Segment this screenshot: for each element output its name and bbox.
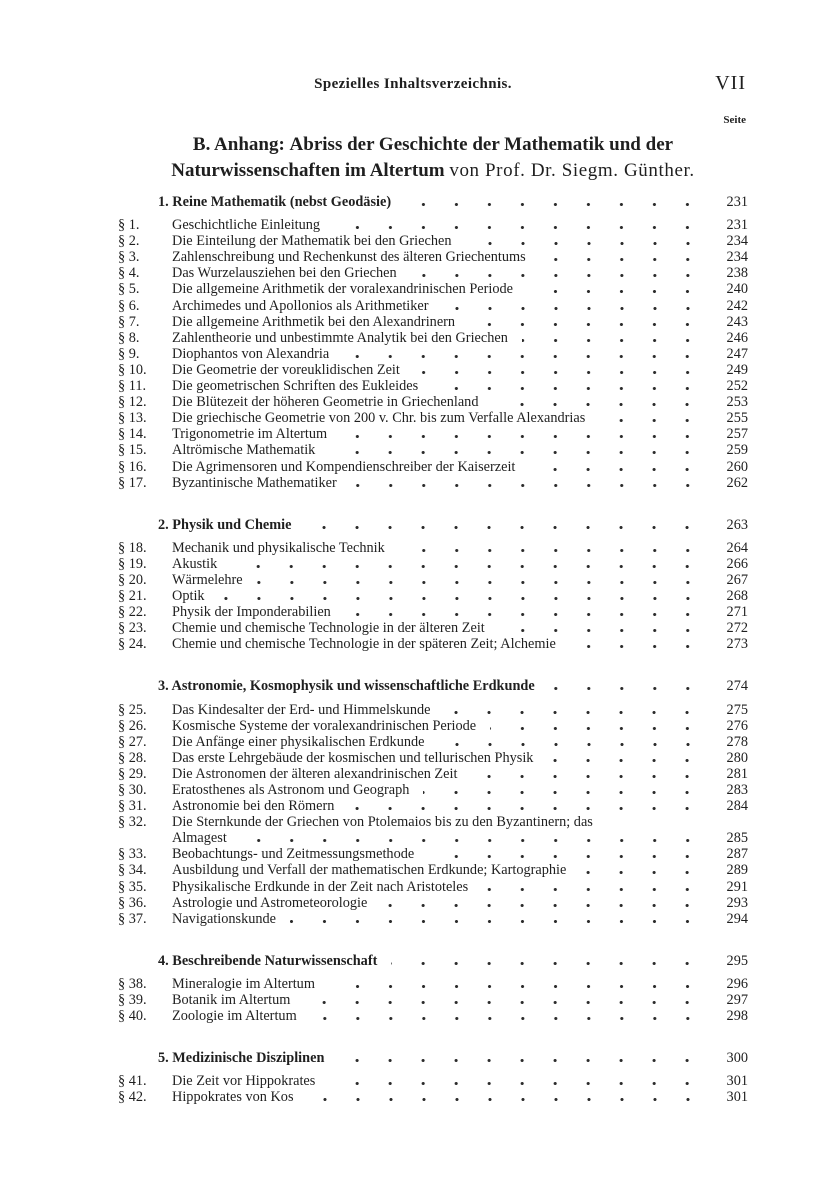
toc-entry-row [118, 992, 748, 1008]
entry-title: Byzantinische Mathematiker [172, 474, 337, 491]
entry-title: Trigonometrie im Altertum [172, 426, 328, 443]
entry-title: Altrömische Mathematik [172, 442, 316, 459]
entry-title: Die Geometrie der voreuklidischen Zeit [172, 361, 400, 378]
entry-title: Chemie und chemische Technologie in der älteren Zeit [172, 620, 485, 637]
dot-leader [305, 526, 704, 529]
dot-leader [351, 484, 704, 487]
entry-page-number: 294 [726, 910, 748, 927]
entry-title: Kosmische Systeme der voralexandrinischen Periode [172, 717, 477, 734]
appendix-title [118, 132, 748, 184]
entry-title: Physik der Imponderabilien [172, 604, 331, 621]
entry-page-number: 247 [726, 345, 748, 362]
toc-entry-row [118, 298, 748, 314]
dot-leader [334, 226, 704, 229]
entry-page-number: 260 [726, 458, 748, 475]
entry-number: § 35. [118, 878, 147, 895]
dot-leader [399, 549, 704, 552]
entry-number: § 34. [118, 862, 147, 879]
dot-leader [547, 759, 704, 762]
entry-number: § 23. [118, 620, 147, 637]
running-head-title: Spezielles Inhaltsverzeichnis. [314, 76, 512, 92]
entry-page-number: 272 [726, 620, 748, 637]
entry-title: Die Anfänge einer physikalischen Erdkunde [172, 733, 425, 750]
entry-number: § 10. [118, 361, 147, 378]
entry-page-number: 252 [726, 378, 748, 395]
entry-title: Archimedes und Apollonios als Arithmetiker [172, 297, 429, 314]
entry-number: § 5. [118, 281, 140, 298]
appendix-title-line2-bold: Naturwissenschaften im Altertum [171, 160, 445, 181]
entry-number: § 41. [118, 1073, 147, 1090]
entry-number: § 22. [118, 604, 147, 621]
entry-page-number: 255 [726, 410, 748, 427]
dot-leader [329, 1082, 704, 1085]
toc-entry-row [118, 265, 748, 281]
entry-number: § 28. [118, 749, 147, 766]
dot-leader [492, 403, 704, 406]
entry-title: Zoologie im Altertum [172, 1008, 297, 1025]
entry-page-number: 297 [726, 992, 748, 1009]
appendix-author: von Prof. Dr. Siegm. Günther. [449, 160, 695, 181]
entry-number: § 1. [118, 217, 140, 234]
entry-number: § 30. [118, 782, 147, 798]
dot-leader [428, 855, 704, 858]
entry-title: Beobachtungs- und Zeitmessungsmethode [172, 846, 415, 863]
dot-leader [471, 775, 704, 778]
entry-number: § 36. [118, 894, 147, 911]
toc-entry-row [118, 378, 748, 394]
dot-leader [414, 371, 704, 374]
toc-entry-row [118, 362, 748, 378]
dot-leader [423, 791, 704, 794]
toc-entry-row [118, 895, 748, 911]
dot-leader [469, 323, 704, 326]
toc-entry-row [118, 976, 748, 992]
entry-page-number: 267 [726, 571, 748, 588]
entry-number: § 9. [118, 345, 140, 362]
dot-leader [540, 258, 704, 261]
section-page-number: 300 [726, 1050, 748, 1067]
entry-number: § 39. [118, 992, 147, 1009]
entry-title: Zahlenschreibung und Rechenkunst des älteren Griechentums [172, 249, 526, 266]
entry-number: § 37. [118, 910, 147, 927]
entry-number: § 38. [118, 975, 147, 992]
toc-entry-row [118, 750, 748, 766]
entry-number: § 11. [118, 378, 147, 395]
entry-title: Diophantos von Alexandria [172, 345, 330, 362]
entry-page-number: 287 [726, 846, 748, 863]
entry-title: Optik [172, 588, 205, 605]
entry-number: § 26. [118, 717, 147, 734]
dot-leader [290, 920, 704, 923]
entry-page-number: 268 [726, 588, 748, 605]
entry-page-number: 231 [726, 217, 748, 234]
dot-leader [405, 203, 704, 206]
toc-entry-row [118, 572, 748, 588]
dot-leader [241, 839, 704, 842]
entry-number: § 12. [118, 394, 147, 411]
dot-leader [549, 687, 704, 690]
entry-page-number: 284 [726, 798, 748, 815]
dot-leader [348, 807, 704, 810]
toc-entry-row [118, 588, 748, 604]
entry-page-number: 293 [726, 894, 748, 911]
entry-title: Die Zeit vor Hippokrates [172, 1073, 316, 1090]
seite-column-label: Seite [723, 114, 746, 126]
dot-leader [381, 904, 704, 907]
toc-entry-row [118, 410, 748, 426]
toc-entry-row [118, 540, 748, 556]
entry-title: Almagest [172, 830, 227, 847]
entry-title: Mineralogie im Altertum [172, 975, 315, 992]
toc-entry-row [118, 233, 748, 249]
entry-title: Botanik im Altertum [172, 992, 291, 1009]
entry-number: § 40. [118, 1008, 147, 1025]
entry-page-number: 266 [726, 555, 748, 572]
dot-leader [329, 985, 704, 988]
section-page-number: 274 [726, 678, 748, 695]
entry-page-number: 291 [726, 878, 748, 895]
section-heading: 4. Beschreibende Naturwissenschaft [158, 952, 378, 969]
entry-title: Die Astronomen der älteren alexandrinischen Zeit [172, 765, 458, 782]
entry-title: Die allgemeine Arithmetik bei den Alexandrinern [172, 313, 456, 330]
entry-number: § 8. [118, 329, 140, 346]
dot-leader [527, 290, 704, 293]
entry-page-number: 289 [726, 862, 748, 879]
dot-leader [411, 274, 704, 277]
entry-page-number: 234 [726, 233, 748, 250]
dot-leader [338, 1059, 704, 1062]
section-heading: 2. Physik und Chemie [158, 516, 292, 533]
entry-page-number: 298 [726, 1008, 748, 1025]
entry-number: § 42. [118, 1089, 147, 1106]
entry-page-number: 280 [726, 749, 748, 766]
entry-number: § 21. [118, 588, 147, 605]
entry-number: § 13. [118, 410, 147, 427]
entry-page-number: 275 [726, 701, 748, 718]
toc-entry-row [118, 718, 748, 734]
toc-entry-row [118, 1073, 748, 1089]
entry-number: § 32. [118, 814, 147, 831]
toc-entry-row [118, 459, 748, 475]
appendix-title-line1 [118, 132, 748, 158]
entry-title: Die allgemeine Arithmetik der voralexandrinischen Periode [172, 281, 514, 298]
entry-title: Hippokrates von Kos [172, 1089, 294, 1106]
entry-title: Astronomie bei den Römern [172, 798, 335, 815]
entry-title: Geschichtliche Einleitung [172, 217, 321, 234]
section-heading: 3. Astronomie, Kosmophysik und wissenschaftliche Erdkunde [158, 678, 535, 695]
entry-number: § 27. [118, 733, 147, 750]
entry-page-number: 240 [726, 281, 748, 298]
dot-leader [443, 307, 704, 310]
dot-leader [482, 888, 704, 891]
entry-page-number: 296 [726, 975, 748, 992]
dot-leader [345, 613, 704, 616]
toc-entry-row [118, 604, 748, 620]
page-number: VII [715, 72, 746, 94]
entry-title: Die griechische Geometrie von 200 v. Chr. bis zum Verfalle Alexandrias [172, 410, 586, 427]
entry-title: Ausbildung und Verfall der mathematischen Erdkunde; Kartographie [172, 862, 567, 879]
section-heading: 1. Reine Mathematik (nebst Geodäsie) [158, 194, 392, 210]
toc-entry-row [118, 314, 748, 330]
toc-entry-row [118, 217, 748, 233]
dot-leader [311, 1017, 704, 1020]
dot-leader [444, 711, 704, 714]
entry-page-number: 259 [726, 442, 748, 459]
appendix-title-line1-text: Abriss der Geschichte der Mathematik und der [289, 134, 674, 155]
toc-entry-row [118, 734, 748, 750]
entry-page-number: 234 [726, 249, 748, 266]
entry-page-number: 262 [726, 474, 748, 491]
toc-entry-row [118, 249, 748, 265]
toc-entry-row [118, 1089, 748, 1105]
toc-entry-row [118, 620, 748, 636]
entry-title: Das Wurzelausziehen bei den Griechen [172, 265, 397, 282]
dot-leader [570, 645, 704, 648]
dot-leader [522, 339, 704, 342]
dot-leader [329, 451, 704, 454]
dot-leader [466, 242, 705, 245]
entry-page-number: 253 [726, 394, 748, 411]
entry-title: Physikalische Erdkunde in der Zeit nach Aristoteles [172, 878, 469, 895]
toc-entry-row [118, 556, 748, 572]
dot-leader [257, 581, 704, 584]
toc-entry-row [118, 766, 748, 782]
entry-page-number: 278 [726, 733, 748, 750]
section-heading-row [118, 194, 748, 210]
entry-number: § 14. [118, 426, 147, 443]
entry-title: Die Einteilung der Mathematik bei den Griechen [172, 233, 452, 250]
entry-title: Astrologie und Astrometeorologie [172, 894, 368, 911]
entry-page-number: 301 [726, 1089, 748, 1106]
dot-leader [341, 435, 704, 438]
running-head [118, 72, 748, 100]
dot-leader [343, 355, 704, 358]
entry-page-number: 249 [726, 361, 748, 378]
entry-title: Die Sternkunde der Griechen von Ptolemaios bis zu den Byzantinern; das [172, 814, 593, 831]
entry-title: Das Kindesalter der Erd- und Himmelskunde [172, 701, 431, 718]
entry-page-number: 276 [726, 717, 748, 734]
table-of-contents [118, 194, 748, 1106]
toc-entry-row [118, 911, 748, 927]
toc-entry-row [118, 636, 748, 652]
entry-number: § 33. [118, 846, 147, 863]
entry-number: § 2. [118, 233, 140, 250]
entry-number: § 15. [118, 442, 147, 459]
section-page-number: 263 [726, 516, 748, 533]
toc-entry-row [118, 346, 748, 362]
toc-entry-row [118, 846, 748, 862]
entry-title: Das erste Lehrgebäude der kosmischen und tellurischen Physik [172, 749, 534, 766]
entry-page-number: 243 [726, 313, 748, 330]
entry-number: § 18. [118, 539, 147, 556]
toc-entry-row [118, 442, 748, 458]
dot-leader [231, 565, 704, 568]
toc-entry-row [118, 782, 748, 798]
toc-entry-row [118, 426, 748, 442]
section-page-number: 295 [726, 952, 748, 969]
dot-leader [490, 727, 704, 730]
section-heading-row [118, 517, 748, 533]
entry-title: Die geometrischen Schriften des Eukleides [172, 378, 419, 395]
toc-entry-row [118, 330, 748, 346]
entry-number: § 3. [118, 249, 140, 266]
entry-page-number: 285 [726, 830, 748, 847]
entry-title: Wärmelehre [172, 571, 243, 588]
entry-title: Zahlentheorie und unbestimmte Analytik bei den Griechen [172, 329, 508, 346]
entry-page-number: 257 [726, 426, 748, 443]
dot-leader [432, 387, 704, 390]
entry-number: § 29. [118, 765, 147, 782]
dot-leader [439, 743, 705, 746]
entry-title: Die Blütezeit der höheren Geometrie in Griechenland [172, 394, 479, 411]
entry-number: § 31. [118, 798, 147, 815]
entry-page-number: 281 [726, 765, 748, 782]
dot-leader [308, 1098, 704, 1101]
toc-entry-row [118, 862, 748, 878]
dot-leader [529, 468, 704, 471]
section-heading-row [118, 953, 748, 969]
dot-leader [599, 419, 704, 422]
toc-entry-row [118, 1008, 748, 1024]
entry-page-number: 242 [726, 297, 748, 314]
entry-number: § 24. [118, 636, 147, 653]
entry-title: Chemie und chemische Technologie in der späteren Zeit; Alchemie [172, 636, 556, 653]
entry-number: § 4. [118, 265, 140, 282]
entry-title: Die Agrimensoren und Kompendienschreiber der Kaiserzeit [172, 458, 516, 475]
entry-title: Navigationskunde [172, 910, 277, 927]
entry-page-number: 273 [726, 636, 748, 653]
entry-page-number: 283 [726, 782, 748, 798]
section-heading: 5. Medizinische Disziplinen [158, 1050, 325, 1067]
appendix-label: B. Anhang: [192, 134, 285, 155]
toc-entry-row [118, 475, 748, 491]
entry-page-number: 238 [726, 265, 748, 282]
dot-leader [391, 962, 704, 965]
entry-number: § 25. [118, 701, 147, 718]
toc-entry-row [118, 830, 748, 846]
toc-entry-row [118, 879, 748, 895]
toc-entry-row [118, 702, 748, 718]
entry-page-number: 271 [726, 604, 748, 621]
entry-number: § 7. [118, 313, 140, 330]
entry-title: Mechanik und physikalische Technik [172, 539, 385, 556]
entry-title: Eratosthenes als Astronom und Geograph [172, 782, 410, 798]
toc-entry-row [118, 394, 748, 410]
dot-leader [499, 629, 704, 632]
dot-leader [219, 597, 704, 600]
dot-leader [580, 871, 704, 874]
dot-leader [304, 1001, 704, 1004]
entry-number: § 20. [118, 571, 147, 588]
entry-title: Akustik [172, 555, 218, 572]
entry-number: § 16. [118, 458, 147, 475]
entry-page-number: 301 [726, 1073, 748, 1090]
entry-number: § 19. [118, 555, 147, 572]
toc-entry-row [118, 814, 748, 830]
appendix-title-line2 [118, 158, 748, 184]
entry-number: § 17. [118, 474, 147, 491]
section-page-number: 231 [726, 194, 748, 210]
toc-entry-row [118, 798, 748, 814]
section-heading-row [118, 1050, 748, 1066]
toc-entry-row [118, 281, 748, 297]
section-heading-row [118, 678, 748, 694]
entry-page-number: 264 [726, 539, 748, 556]
entry-page-number: 246 [726, 329, 748, 346]
entry-number: § 6. [118, 297, 140, 314]
